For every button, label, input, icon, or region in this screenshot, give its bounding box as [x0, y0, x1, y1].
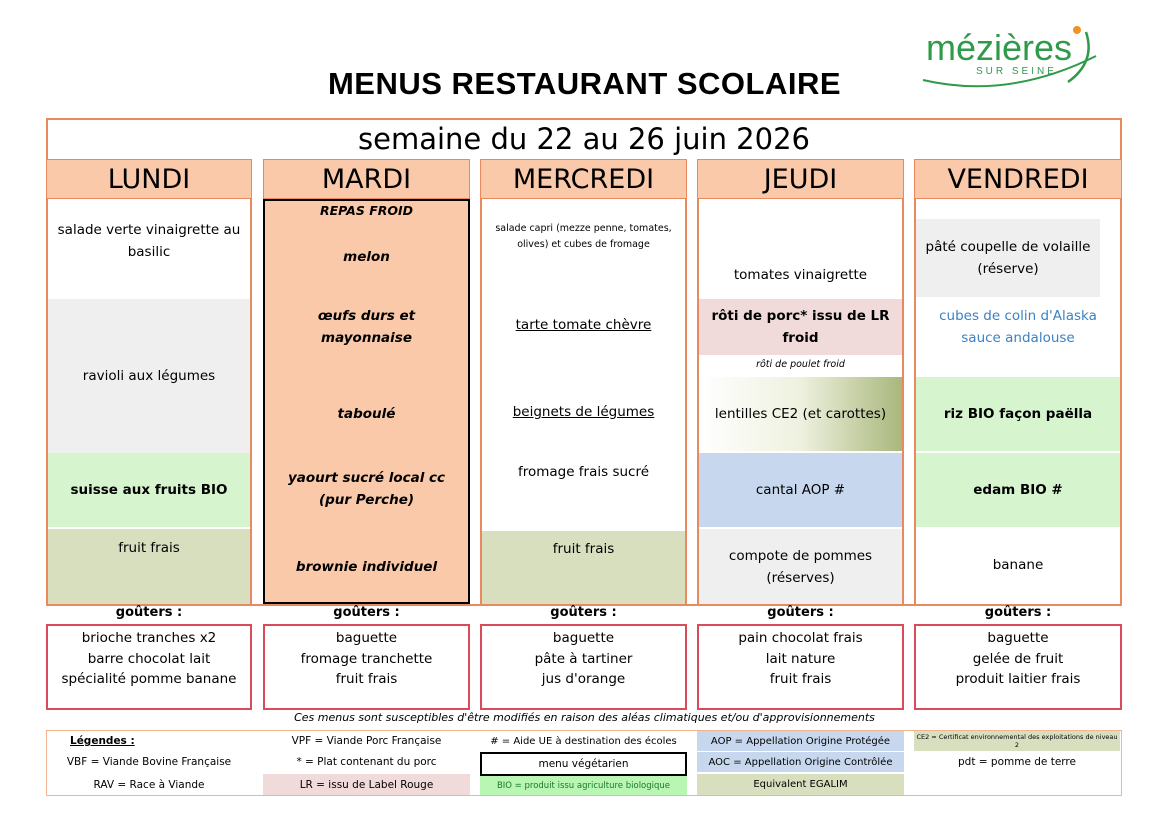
column-mercredi	[480, 199, 687, 604]
gouter-item: jus d'orange	[541, 671, 626, 687]
jeudi-accompagnement: lentilles CE2 (et carottes)	[699, 377, 902, 451]
jeudi-laitage: cantal AOP #	[699, 453, 902, 527]
vendredi-dessert: banane	[992, 557, 1044, 573]
gouter-label-jeudi: goûters :	[767, 605, 834, 620]
mezieres-logo	[918, 22, 1108, 102]
logo-swoosh-icon	[918, 22, 1108, 102]
mercredi-accompagnement: beignets de légumes	[512, 404, 655, 420]
lundi-dessert: fruit frais	[48, 529, 250, 604]
column-vendredi	[914, 199, 1122, 604]
legend-pdt: pdt = pomme de terre	[958, 756, 1076, 768]
vendredi-laitage: edam BIO #	[916, 453, 1120, 527]
gouter-vendredi	[914, 624, 1122, 710]
legend-aop: AOP = Appellation Origine Protégée	[697, 731, 904, 751]
week-title: semaine du 22 au 26 juin 2026	[358, 122, 810, 156]
mardi-repas: REPAS FROID	[319, 203, 414, 218]
gouter-item: fruit frais	[335, 671, 398, 687]
svg-text:mézières: mézières	[926, 27, 1073, 68]
day-header-mercredi: MERCREDI	[480, 159, 687, 199]
day-header-lundi: LUNDI	[46, 159, 252, 199]
column-lundi	[46, 199, 252, 604]
legend-vbf: VBF = Viande Bovine Française	[66, 756, 232, 768]
gouter-item: lait nature	[765, 650, 836, 667]
vendredi-plat: cubes de colin d'Alaska sauce andalouse	[939, 308, 1097, 346]
day-header-mardi: MARDI	[263, 159, 470, 199]
gouter-item: baguette	[335, 630, 398, 646]
mercredi-laitage: fromage frais sucré	[517, 464, 650, 480]
vendredi-accompagnement: riz BIO façon paëlla	[916, 377, 1120, 451]
lundi-laitage: suisse aux fruits BIO	[48, 453, 250, 527]
legend-egalim: Equivalent EGALIM	[697, 774, 904, 795]
lundi-entree: salade verte vinaigrette au basilic	[57, 222, 241, 260]
gouter-item: pain chocolat frais	[738, 630, 863, 646]
gouter-item: pâte à tartiner	[534, 650, 633, 667]
jeudi-dessert: compote de pommes (réserves)	[699, 529, 902, 604]
mardi-dessert: brownie individuel	[295, 559, 438, 575]
gouter-item: baguette	[552, 630, 615, 646]
lundi-plat: ravioli aux légumes	[48, 299, 250, 453]
gouter-jeudi	[697, 624, 904, 710]
gouter-label-mercredi: goûters :	[550, 605, 617, 620]
gouter-item: fruit frais	[769, 671, 832, 687]
gouter-label-mardi: goûters :	[333, 605, 400, 620]
gouter-mercredi	[480, 624, 687, 710]
day-header-jeudi: JEUDI	[697, 159, 904, 199]
legend-lr: LR = issu de Label Rouge	[263, 774, 470, 795]
gouter-item: spécialité pomme banane	[61, 671, 237, 687]
mardi-laitage: yaourt sucré local cc (pur Perche)	[287, 470, 446, 508]
legend-aoc: AOC = Appellation Origine Contrôlée	[697, 752, 904, 772]
column-mardi	[263, 199, 470, 604]
gouter-item: brioche tranches x2	[81, 630, 217, 646]
legend-rav: RAV = Race à Viande	[93, 778, 205, 791]
legend-ue: # = Aide UE à destination des écoles	[490, 735, 677, 747]
gouter-label-vendredi: goûters :	[984, 605, 1052, 620]
mardi-entree: melon	[343, 249, 390, 265]
jeudi-entree: tomates vinaigrette	[733, 267, 868, 283]
legend-bio: BIO = produit issu agriculture biologique	[480, 776, 687, 795]
legend-vegetarien: menu végétarien	[480, 752, 687, 776]
legend-porc: * = Plat contenant du porc	[296, 756, 437, 768]
gouter-lundi	[46, 624, 252, 710]
mercredi-dessert: fruit frais	[482, 531, 685, 604]
svg-text:SUR SEINE: SUR SEINE	[976, 66, 1057, 77]
disclaimer-note: Ces menus sont susceptibles d'être modifiés en raison des aléas climatiques et/ou d'approvisionnements	[294, 711, 875, 724]
gouter-item: fromage tranchette	[300, 650, 433, 667]
gouter-item: gelée de fruit	[972, 650, 1064, 667]
vendredi-entree: pâté coupelle de volaille (réserve)	[916, 219, 1100, 297]
gouter-item: baguette	[987, 630, 1049, 646]
mercredi-plat: tarte tomate chèvre	[515, 317, 652, 333]
column-jeudi	[697, 199, 904, 604]
gouter-label-lundi: goûters :	[115, 605, 183, 620]
mardi-accompagnement: taboulé	[337, 406, 396, 422]
gouter-item: barre chocolat lait	[87, 650, 211, 667]
mercredi-entree: salade capri (mezze penne, tomates, olives) et cubes de fromage	[495, 223, 672, 250]
jeudi-plat-alt: rôti de poulet froid	[756, 359, 845, 370]
page-title: MENUS RESTAURANT SCOLAIRE	[327, 66, 842, 101]
mardi-plat: œufs durs et mayonnaise	[317, 308, 416, 346]
legend-ce2: CE2 = Certificat environnemental des exploitations de niveau 2	[914, 731, 1120, 751]
legend-vpf: VPF = Viande Porc Française	[291, 735, 442, 747]
jeudi-plat: rôti de porc* issu de LR froid	[699, 299, 902, 355]
day-header-vendredi: VENDREDI	[914, 159, 1122, 199]
legend-title: Légendes :	[70, 735, 135, 747]
gouter-mardi	[263, 624, 470, 710]
gouter-item: produit laitier frais	[955, 671, 1081, 687]
